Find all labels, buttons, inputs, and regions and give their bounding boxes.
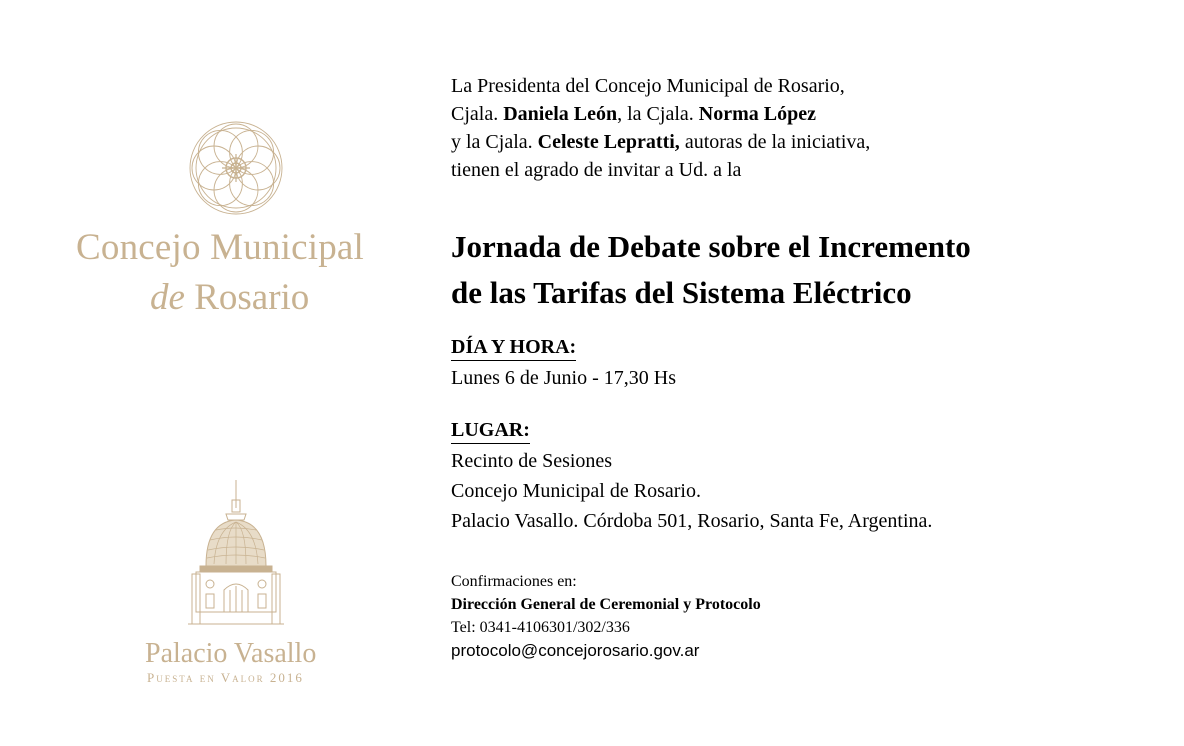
location-section	[451, 419, 932, 536]
confirm-label: Confirmaciones en:	[451, 573, 577, 590]
org-name-city: Rosario	[194, 277, 310, 318]
confirmation-section	[451, 570, 761, 662]
confirm-email[interactable]: protocolo@concejorosario.gov.ar	[451, 641, 700, 660]
intro-line: tienen el agrado de invitar a Ud. a la	[451, 159, 742, 181]
intro-line	[451, 100, 870, 128]
host-name: Celeste Lepratti,	[537, 131, 680, 153]
org-name-line1: Concejo Municipal	[76, 227, 365, 268]
confirm-phone: Tel: 0341-4106301/302/336	[451, 619, 630, 636]
intro-text: autoras de la iniciativa,	[679, 131, 871, 153]
event-title-line: Jornada de Debate sobre el Incremento	[451, 229, 971, 264]
host-name: Daniela León	[503, 103, 618, 125]
invitation-intro	[451, 72, 870, 184]
building-tagline: Puesta en Valor 2016	[147, 670, 304, 685]
intro-text: y la Cjala.	[451, 131, 538, 153]
intro-line: La Presidenta del Concejo Municipal de Rosario,	[451, 75, 845, 97]
location-line: Concejo Municipal de Rosario.	[451, 480, 701, 502]
concejo-emblem-icon	[186, 118, 286, 218]
location-line: Palacio Vasallo. Córdoba 501, Rosario, Santa Fe, Argentina.	[451, 510, 933, 532]
org-name-prefix: de	[150, 277, 185, 318]
intro-text: Cjala.	[451, 103, 504, 125]
date-time-value: Lunes 6 de Junio - 17,30 Hs	[451, 367, 676, 389]
date-time-section	[451, 336, 676, 393]
host-name: Norma López	[698, 103, 816, 125]
palacio-dome-icon	[186, 478, 286, 638]
date-time-label: DÍA Y HORA:	[451, 336, 576, 361]
event-title-line: de las Tarifas del Sistema Eléctrico	[451, 275, 912, 310]
event-title	[451, 224, 971, 316]
location-line: Recinto de Sesiones	[451, 450, 613, 472]
building-name: Palacio Vasallo	[145, 638, 317, 669]
intro-line	[451, 128, 870, 156]
intro-text: , la Cjala.	[617, 103, 699, 125]
org-name-line2	[150, 276, 309, 319]
confirm-office: Dirección General de Ceremonial y Protocolo	[451, 596, 761, 613]
location-label: LUGAR:	[451, 419, 530, 444]
